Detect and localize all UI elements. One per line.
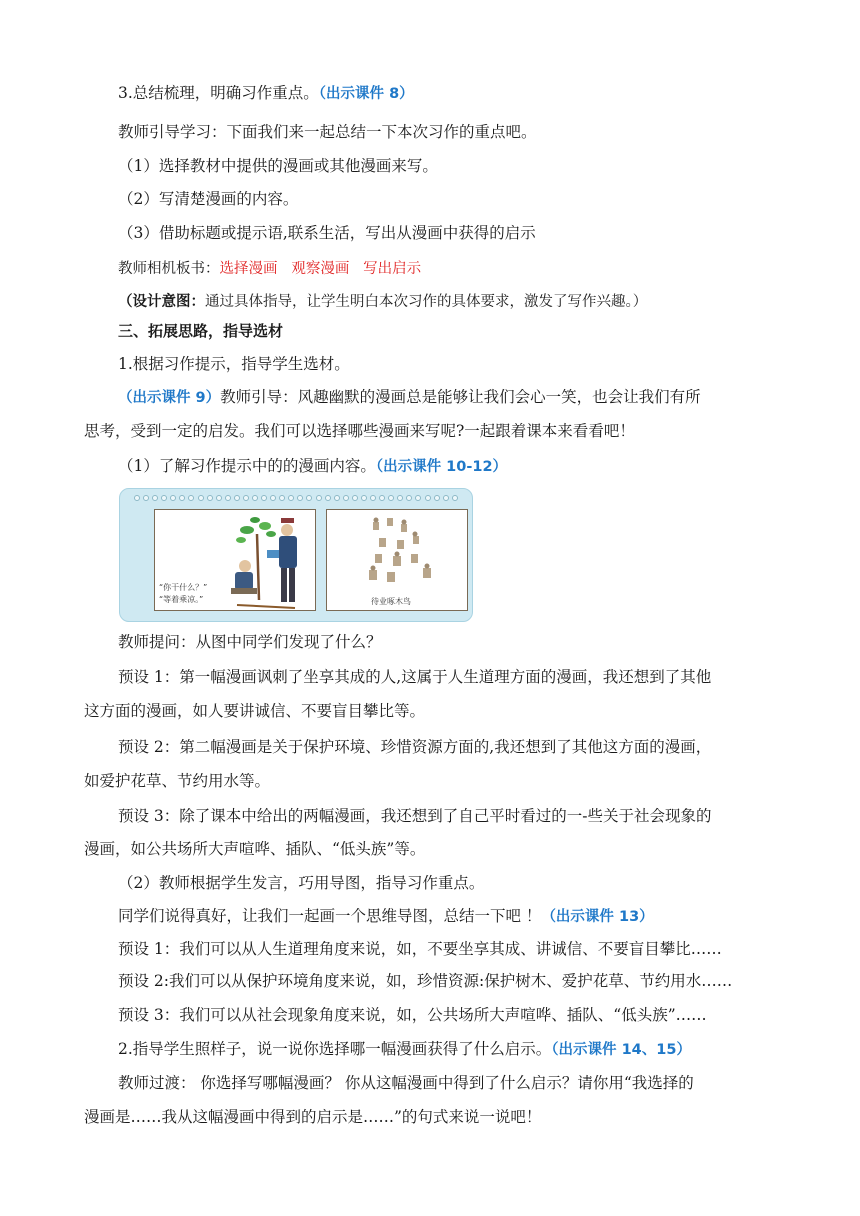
line-summary-heading: 3.总结梳理，明确习作重点。（出示课件 8） <box>118 84 414 102</box>
line-example-guide: 2.指导学生照样子，说一说你选择哪一幅漫画获得了什么启示。（出示课件 14、15） <box>118 1040 691 1058</box>
comic-caption-question: “你干什么？” <box>159 583 208 592</box>
board-text: 选择漫画 观察漫画 写出启示 <box>219 261 422 277</box>
line-design-intent: （设计意图：通过具体指导，让学生明白本次习作的具体要求，激发了写作兴趣。） <box>118 294 648 310</box>
line-transition-2: 漫画是……我从这幅漫画中得到的启示是……”的句式来说一说吧！ <box>84 1108 542 1126</box>
line-board-writing: 教师相机板书：选择漫画 观察漫画 写出启示 <box>118 261 422 277</box>
line-angle-1: 预设 1：我们可以从人生道理角度来说，如，不要坐享其成、讲诚信、不要盲目攀比…… <box>118 940 722 958</box>
comic-figure <box>119 488 473 622</box>
line-angle-2: 预设 2:我们可以从保护环境角度来说，如，珍惜资源:保护树木、爱护花草、节约用水…… <box>118 972 733 990</box>
line-point-3: （3）借助标题或提示语,联系生活，写出从漫画中获得的启示 <box>118 224 536 242</box>
comic-stumps-illustration <box>327 510 467 610</box>
line-preset-1b: 这方面的漫画，如人要讲诚信、不要盲目攀比等。 <box>84 702 426 720</box>
comic-caption-answer: “等着乘凉。” <box>159 595 204 604</box>
line-mindmap-prompt: 同学们说得真好，让我们一起画一个思维导图，总结一下吧 ！（出示课件 13） <box>118 907 654 925</box>
line-preset-2b: 如爱护花草、节约用水等。 <box>84 772 271 790</box>
notebook-holes <box>134 495 458 503</box>
line-point-2: （2）写清楚漫画的内容。 <box>118 190 299 208</box>
line-teacher-guide: 教师引导学习：下面我们来一起总结一下本次习作的重点吧。 <box>118 123 537 141</box>
line-teacher-question: 教师提问：从图中同学们发现了什么？ <box>118 633 382 651</box>
comic-panel-woodpecker <box>326 509 468 611</box>
courseware-ref: （出示课件 13） <box>541 909 654 925</box>
line-guide-para-2: 思考，受到一定的启发。我们可以选择哪些漫画来写呢?一起跟着课本来看看吧！ <box>84 422 635 440</box>
courseware-ref: （出示课件 8） <box>318 86 414 102</box>
line-point-1: （1）选择教材中提供的漫画或其他漫画来写。 <box>118 157 438 175</box>
courseware-ref: （出示课件 9） <box>118 390 221 406</box>
line-mindmap-intro: （2）教师根据学生发言，巧用导图，指导习作重点。 <box>118 874 485 892</box>
line-preset-2a: 预设 2：第二幅漫画是关于保护环境、珍惜资源方面的,我还想到了其他这方面的漫画， <box>118 738 712 756</box>
section-heading: 三、拓展思路，指导选材 <box>118 322 284 340</box>
line-preset-3a: 预设 3：除了课本中给出的两幅漫画，我还想到了自己平时看过的一-些关于社会现象的 <box>118 807 712 825</box>
line-preset-1a: 预设 1：第一幅漫画讽刺了坐享其成的人,这属于人生道理方面的漫画，我还想到了其他 <box>118 668 712 686</box>
line-preset-3b: 漫画，如公共场所大声喧哗、插队、“低头族”等。 <box>84 840 426 858</box>
comic-caption-woodpecker: 待业啄木鸟 <box>371 597 411 606</box>
line-guide-para-1: （出示课件 9）教师引导：风趣幽默的漫画总是能够让我们会心一笑，也会让我们有所 <box>118 388 701 406</box>
courseware-ref: （出示课件 14、15） <box>551 1042 691 1058</box>
line-select-material: 1.根据习作提示，指导学生选材。 <box>118 355 350 373</box>
comic-panel-tree <box>154 509 316 611</box>
courseware-ref: （出示课件 10-12） <box>375 459 508 475</box>
line-angle-3: 预设 3：我们可以从社会现象角度来说，如，公共场所大声喧哗、插队、“低头族”…… <box>118 1006 707 1024</box>
line-transition-1: 教师过渡： 你选择写哪幅漫画？ 你从这幅漫画中得到了什么启示？请你用“我选择的 <box>118 1074 694 1092</box>
line-understand-comics: （1）了解习作提示中的的漫画内容。（出示课件 10-12） <box>118 457 508 475</box>
